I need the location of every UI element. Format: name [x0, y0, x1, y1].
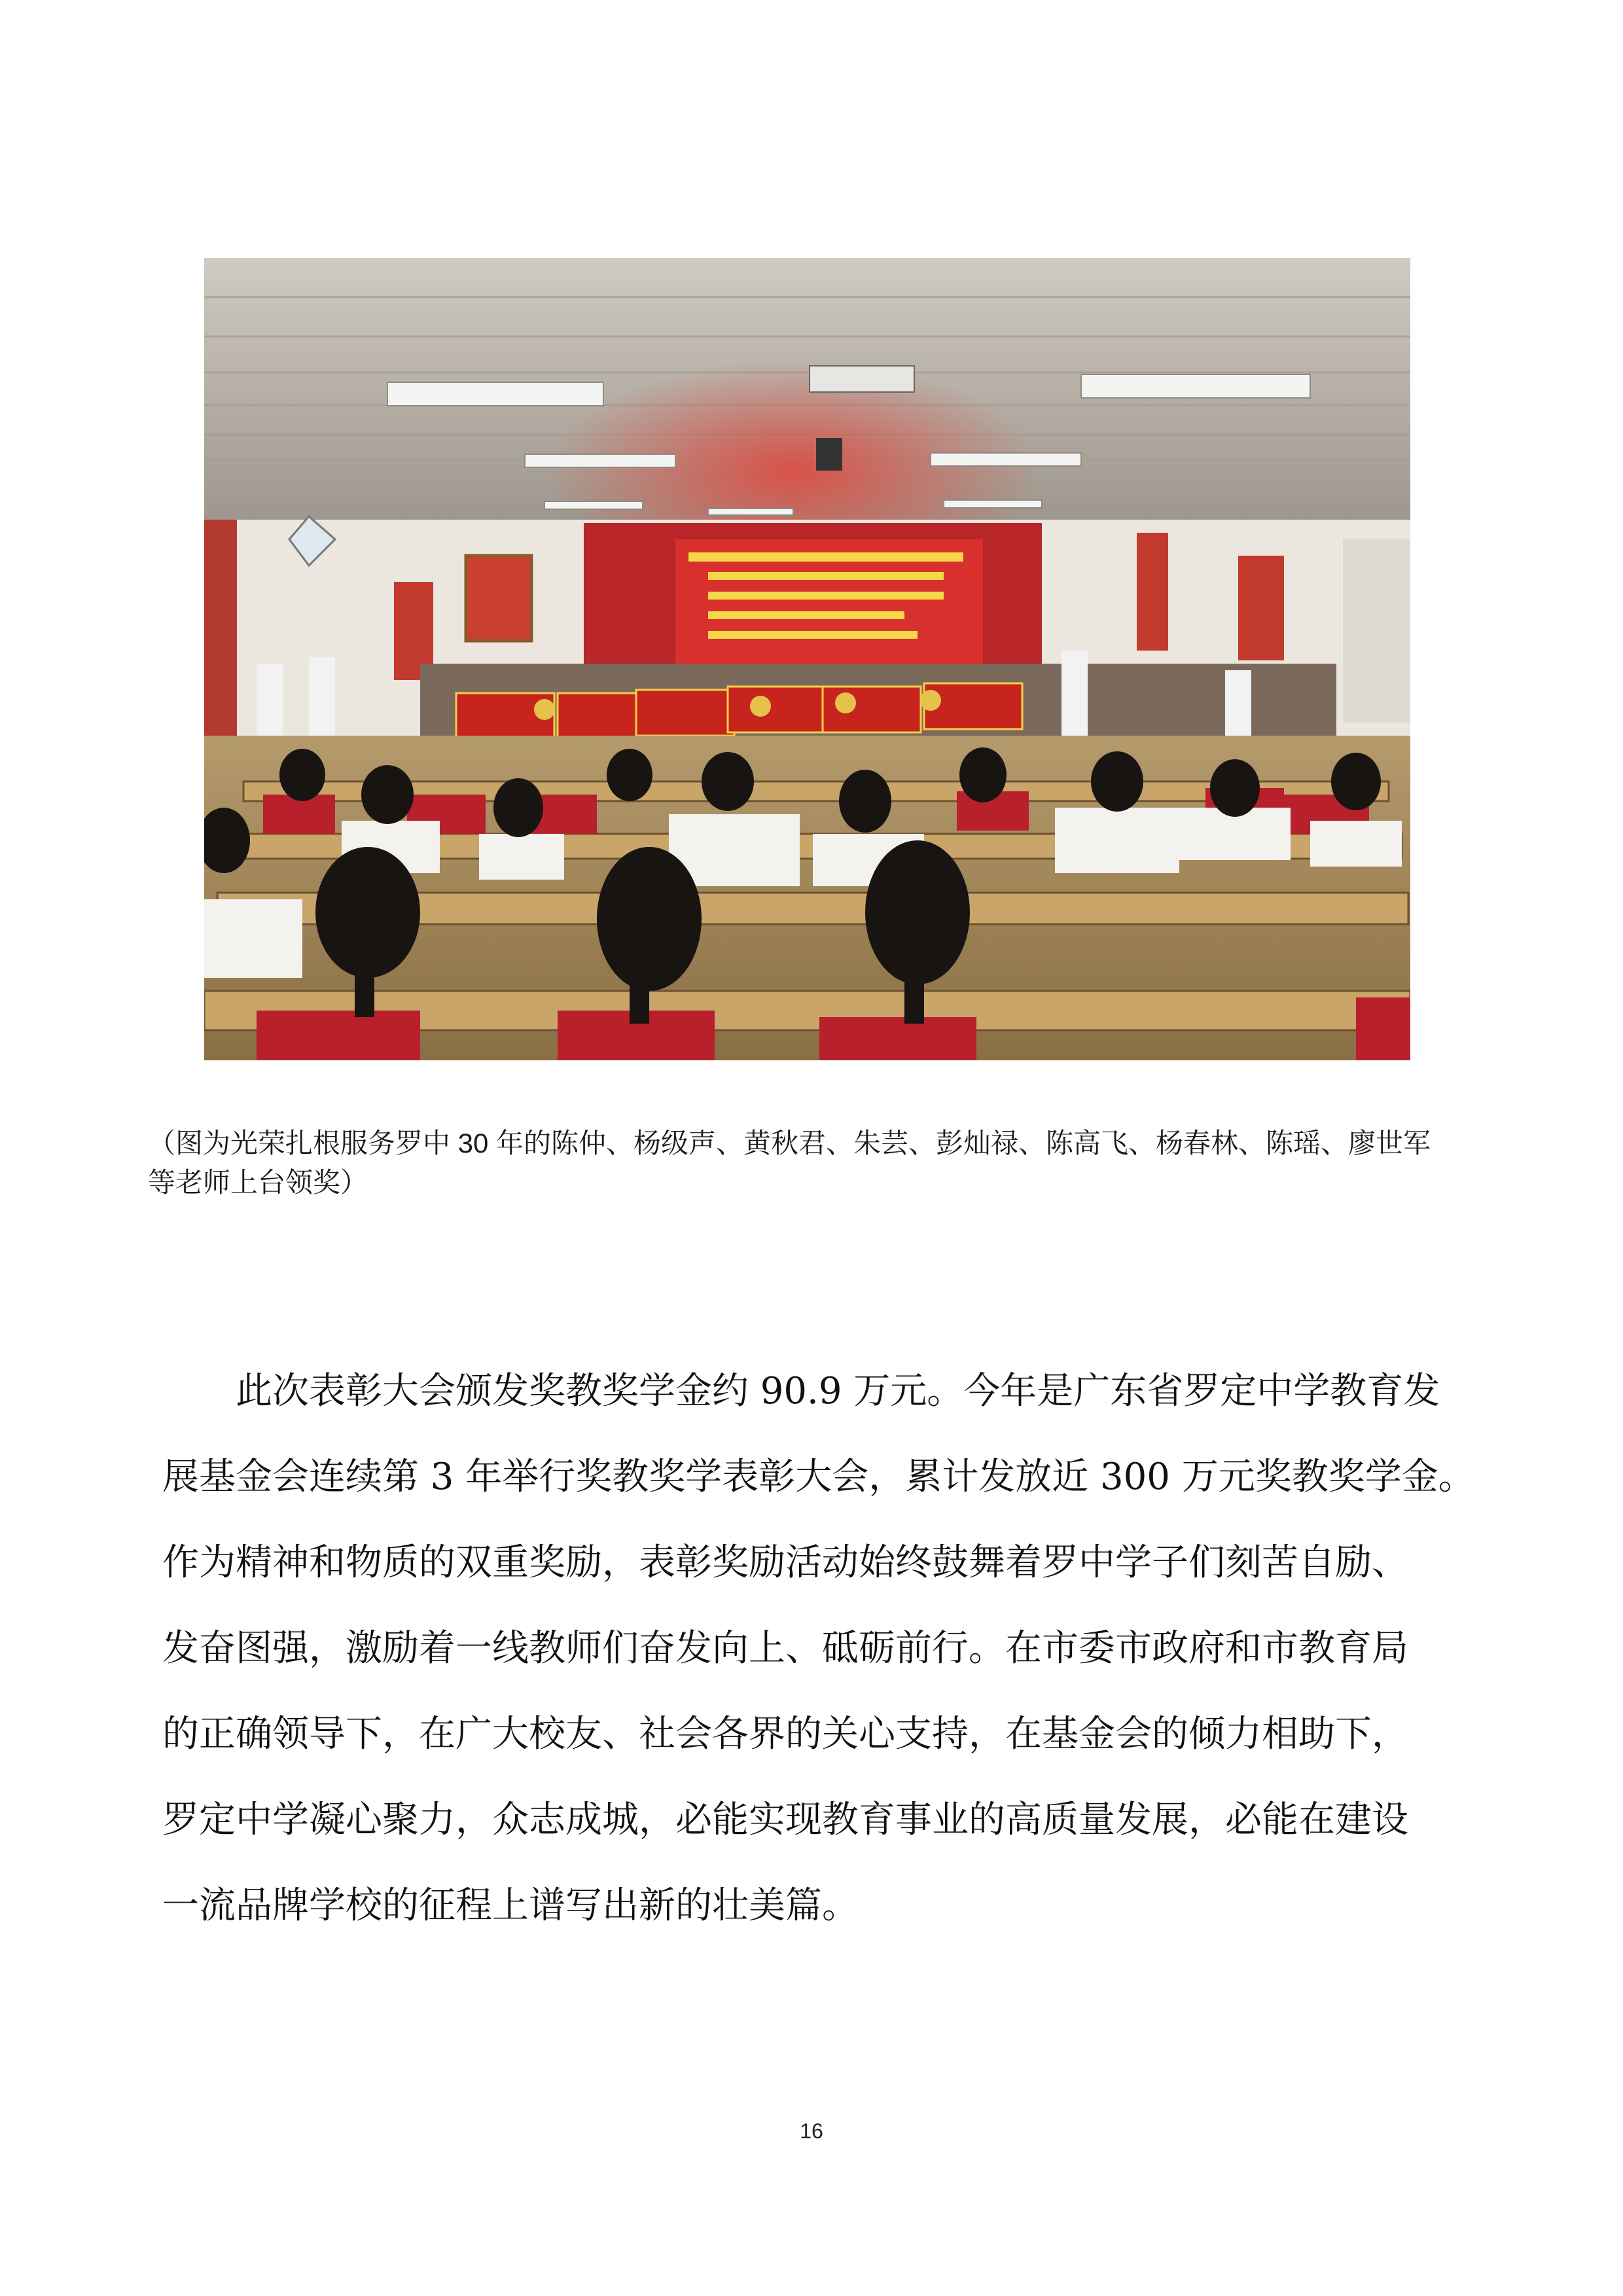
paragraph-line: 罗定中学凝心聚力，众志成城，必能实现教育事业的高质量发展，必能在建设 [162, 1799, 1408, 1841]
body-paragraph [162, 1348, 1478, 1948]
paragraph-line: 的正确领导下，在广大校友、社会各界的关心支持，在基金会的倾力相助下， [162, 1713, 1408, 1755]
caption-line-1: （图为光荣扎根服务罗中 30 年的陈仲、杨级声、黄秋君、朱芸、彭灿禄、陈高飞、杨春林、陈瑶、廖世军 [148, 1128, 1431, 1158]
paragraph-line: 此次表彰大会颁发奖教奖学金约 90.9 万元。今年是广东省罗定中学教育发 [236, 1370, 1440, 1412]
paragraph-line: 作为精神和物质的双重奖励，表彰奖励活动始终鼓舞着罗中学子们刻苦自励、 [162, 1541, 1408, 1584]
paragraph-line: 展基金会连续第 3 年举行奖教奖学表彰大会，累计发放近 300 万元奖教奖学金。 [162, 1456, 1475, 1498]
photo-illustration [204, 258, 1410, 1060]
photo-caption [148, 1124, 1483, 1202]
page-number: 16 [800, 2119, 823, 2143]
caption-line-2: 等老师上台领奖） [148, 1167, 368, 1198]
paragraph-line: 发奋图强，激励着一线教师们奋发向上、砥砺前行。在市委市政府和市教育局 [162, 1627, 1408, 1670]
paragraph-line: 一流品牌学校的征程上谱写出新的壮美篇。 [162, 1884, 859, 1927]
award-ceremony-photo [204, 258, 1410, 1060]
